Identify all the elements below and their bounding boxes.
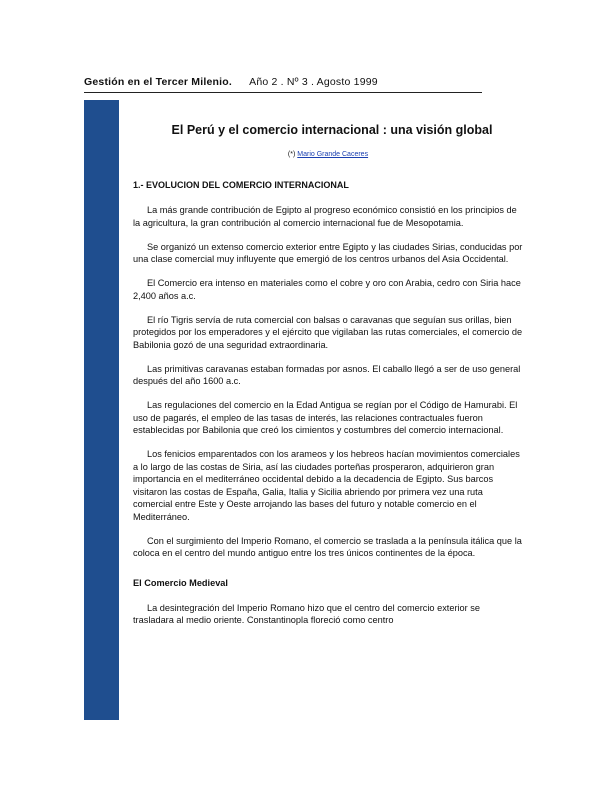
header-rule [84, 92, 482, 93]
article-title: El Perú y el comercio internacional : una visión global [171, 123, 493, 137]
paragraph: La más grande contribución de Egipto al progreso económico consistió en los principios de la agricultura, la gran contribución al comercio internacional fue de Mesopotamia. [133, 205, 517, 228]
journal-header [84, 76, 378, 88]
sidebar-bar [84, 100, 119, 720]
paragraph: Con el surgimiento del Imperio Romano, el comercio se traslada a la península itálica que la coloca en el centro del mundo antiguo entre los tres únicos continentes de la época. [133, 535, 522, 558]
paragraph: Las primitivas caravanas estaban formadas por asnos. El caballo llegó a ser de uso general después del año 1600 a.c. [133, 363, 521, 386]
author-link[interactable]: Mario Grande Caceres [297, 151, 369, 158]
paragraph: La desintegración del Imperio Romano hizo que el centro del comercio exterior se trasladara al medio oriente. Constantinopla floreció como centro [133, 602, 480, 625]
author-line [133, 151, 523, 158]
paragraph: Los fenicios emparentados con los arameos y los hebreos hacían movimientos comerciales a lo largo de las costas de Siria, así las ciudades porteñas prosperaron, adquirieron gran importancia en el mediterráneo occidental debido a la decadencia de Egipto. Sus barcos visitaron las costas de España, Galia, Italia y Sicilia abriendo por primera vez una ruta comercial entre Este y Oeste arrojando las bases del futuro y notable comercio en el Mediterráneo. [133, 449, 520, 522]
subheading: El Comercio Medieval [133, 577, 228, 588]
author-prefix: (*) [287, 151, 298, 158]
article-body [133, 123, 523, 638]
publication-name: Gestión en el Tercer Milenio. [84, 76, 232, 88]
paragraph: El río Tigris servía de ruta comercial con balsas o caravanas que seguían sus orillas, bien protegidos por los emperadores y el ejército que vigilaban las rutas comerciales, el comercio de Babilonia gozó de una seguridad extraordinaria. [133, 314, 523, 350]
paragraph: Las regulaciones del comercio en la Edad Antigua se regían por el Código de Hamurabi. El uso de pagarés, el empleo de las tasas de interés, las relaciones contractuales fueron establecidas por Babilonia que creó los cimientos y costumbres del comercio internacional. [133, 400, 518, 435]
paragraph: Se organizó un extenso comercio exterior entre Egipto y las ciudades Sirias, conducidas por una clase comercial muy influyente que emergió de los centros urbanos del Asia Occidental. [133, 241, 523, 264]
issue-info: Año 2 . Nº 3 . Agosto 1999 [249, 76, 378, 88]
section-heading: 1.- EVOLUCION DEL COMERCIO INTERNACIONAL [133, 180, 349, 190]
paragraph: El Comercio era intenso en materiales como el cobre y oro con Arabia, cedro con Siria hace 2,400 años a.c. [133, 278, 521, 301]
